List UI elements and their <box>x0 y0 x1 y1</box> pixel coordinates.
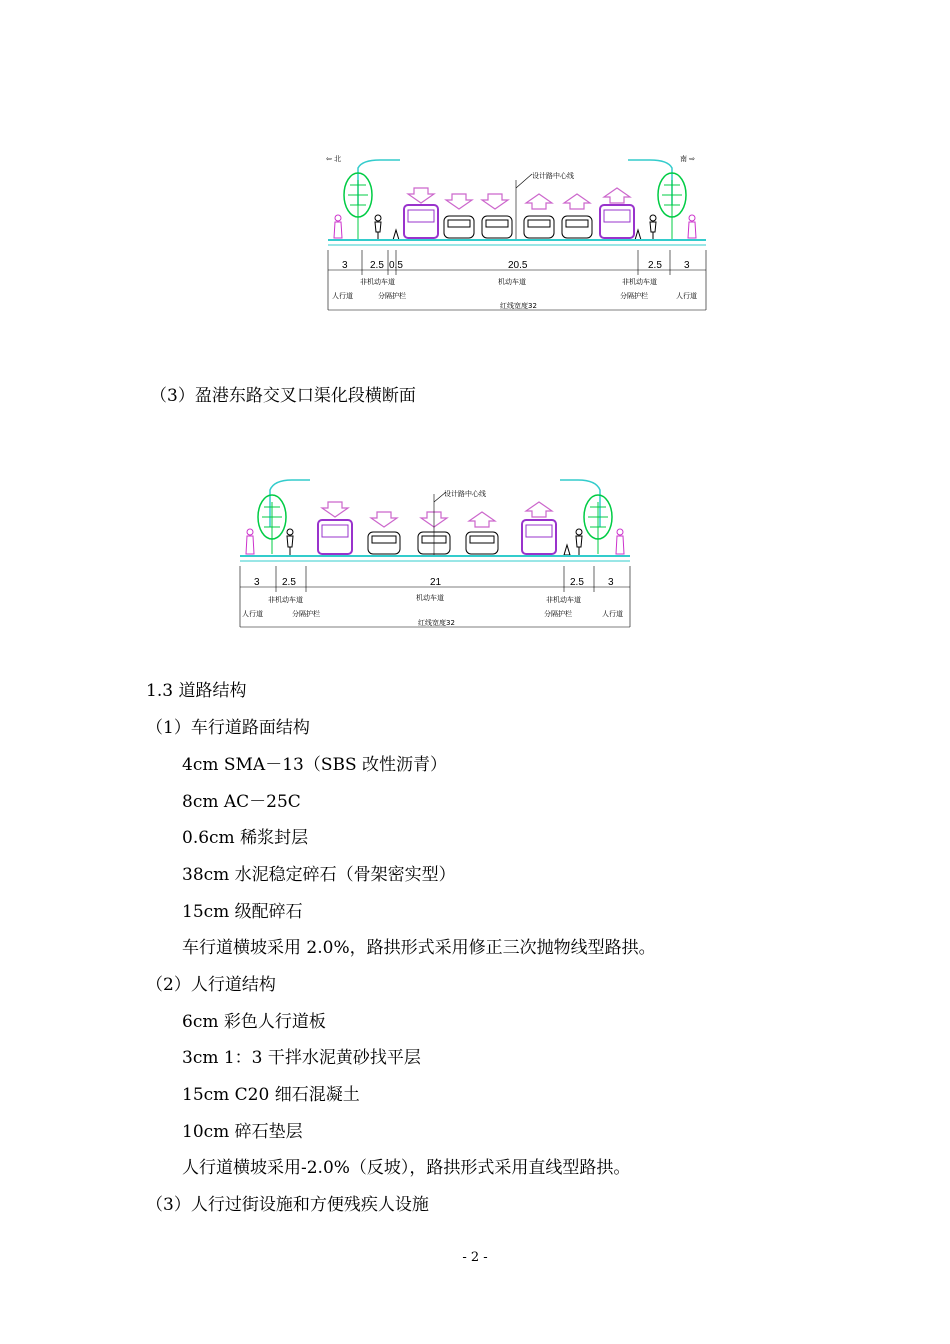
label-nonmotor-right: 非机动车道 <box>622 278 657 286</box>
dim-nonmotor-left: 2.5 <box>370 260 384 271</box>
label-sidewalk-right: 人行道 <box>602 610 623 618</box>
dim-nonmotor-right: 2.5 <box>648 260 662 271</box>
tree-right <box>584 495 612 554</box>
lane-arrows-2 <box>322 502 552 527</box>
bus-right <box>600 205 634 238</box>
tree-right <box>658 173 686 240</box>
street-lamp-right <box>560 480 600 527</box>
cone-icon-left <box>393 230 399 240</box>
subheading-roadway-structure: （1）车行道路面结构 <box>146 718 310 738</box>
bus-left <box>318 520 352 554</box>
layer-line: 8cm AC－25C <box>182 792 301 812</box>
label-rail-right: 分隔护栏 <box>620 292 648 300</box>
cyclist-right <box>576 529 582 555</box>
dim-sidewalk-right: 3 <box>608 577 614 588</box>
layer-line: 15cm 级配碎石 <box>182 902 303 922</box>
layer-line: 15cm C20 细石混凝土 <box>182 1085 360 1105</box>
label-motor: 机动车道 <box>498 278 526 286</box>
layer-line: 6cm 彩色人行道板 <box>182 1012 326 1032</box>
bus-right <box>522 520 556 554</box>
direction-north-label: ⇦ 北 <box>326 155 342 163</box>
layer-line: 4cm SMA－13（SBS 改性沥青） <box>182 755 448 775</box>
label-total-width: 红线宽度32 <box>500 302 537 310</box>
dim-sidewalk-right: 3 <box>684 260 690 271</box>
dim-rail-left: 0.5 <box>389 260 403 271</box>
street-lamp-left <box>270 480 310 527</box>
cyclist-left <box>375 215 381 240</box>
label-nonmotor-right: 非机动车道 <box>546 596 581 604</box>
caption-section-3: （3）盈港东路交叉口渠化段横断面 <box>150 386 416 406</box>
tree-left <box>258 495 286 554</box>
subheading-sidewalk-structure: （2）人行道结构 <box>146 975 276 995</box>
dim-sidewalk-left: 3 <box>342 260 348 271</box>
direction-south-label: 南 ⇨ <box>680 155 696 163</box>
pedestrian-left <box>246 529 254 554</box>
cone-icon-right <box>635 230 641 240</box>
label-sidewalk-left: 人行道 <box>332 292 353 300</box>
layer-line: 38cm 水泥稳定碎石（骨架密实型） <box>182 865 456 885</box>
roadway-slope-note: 车行道横坡采用 2.0%，路拱形式采用修正三次抛物线型路拱。 <box>182 938 656 958</box>
label-total-width: 红线宽度32 <box>418 619 455 627</box>
layer-line: 0.6cm 稀浆封层 <box>182 828 309 848</box>
label-nonmotor-left: 非机动车道 <box>268 596 303 604</box>
bus-left <box>404 205 438 238</box>
label-rail-left: 分隔护栏 <box>378 292 406 300</box>
dim-nonmotor-left: 2.5 <box>282 577 296 588</box>
sidewalk-slope-note: 人行道横坡采用-2.0%（反坡），路拱形式采用直线型路拱。 <box>182 1158 631 1178</box>
centerline-label: 设计路中心线 <box>532 172 574 180</box>
label-rail-right: 分隔护栏 <box>544 610 572 618</box>
street-lamp-right <box>628 160 672 205</box>
layer-line: 3cm 1：3 干拌水泥黄砂找平层 <box>182 1048 421 1068</box>
street-lamp-left <box>358 160 400 205</box>
cross-section-diagram-1 <box>320 150 715 315</box>
page-number: - 2 - <box>462 1250 488 1265</box>
label-sidewalk-left: 人行道 <box>242 610 263 618</box>
section-heading-1-3: 1.3 道路结构 <box>146 681 247 701</box>
cars-group-1 <box>444 216 592 238</box>
layer-line: 10cm 碎石垫层 <box>182 1122 303 1142</box>
label-sidewalk-right: 人行道 <box>676 292 697 300</box>
label-motor: 机动车道 <box>416 594 444 602</box>
dim-nonmotor-right: 2.5 <box>570 577 584 588</box>
cross-section-diagram-2 <box>232 472 638 632</box>
pedestrian-left <box>334 215 342 238</box>
cars-group-2 <box>368 532 498 554</box>
label-rail-left: 分隔护栏 <box>292 610 320 618</box>
tree-left <box>344 173 372 240</box>
lane-arrows-1 <box>408 188 630 209</box>
cyclist-right <box>650 215 656 240</box>
subheading-crossing-facilities: （3）人行过街设施和方便残疾人设施 <box>146 1195 429 1215</box>
dim-motor: 21 <box>430 577 442 588</box>
dim-motor: 20.5 <box>508 260 528 271</box>
cone-icon-right <box>564 545 570 555</box>
cyclist-left <box>287 529 293 555</box>
pedestrian-right <box>688 215 696 238</box>
pedestrian-right <box>616 529 624 554</box>
dim-sidewalk-left: 3 <box>254 577 260 588</box>
centerline-label: 设计路中心线 <box>444 490 486 498</box>
label-nonmotor-left: 非机动车道 <box>360 278 395 286</box>
